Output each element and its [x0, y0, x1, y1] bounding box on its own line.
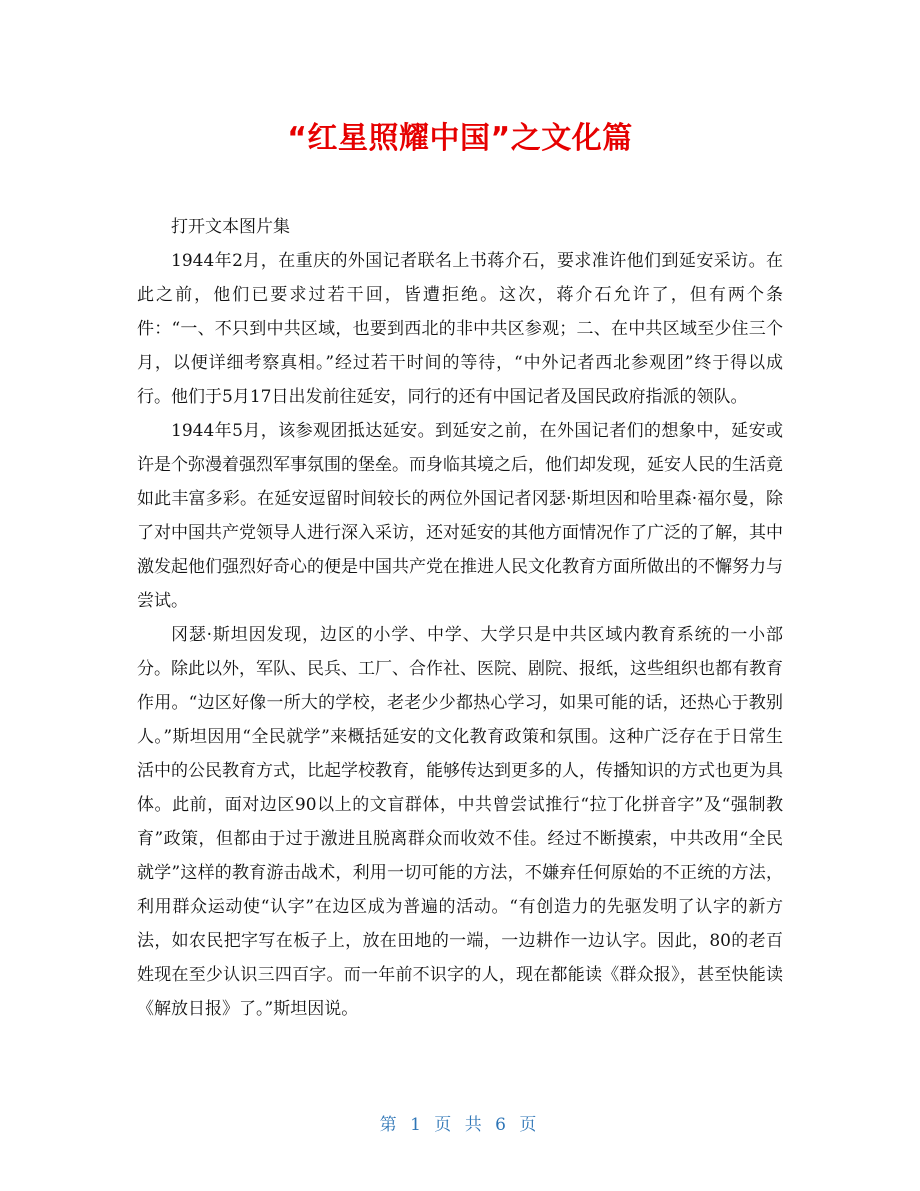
- page-number-footer: 第 1 页 共 6 页: [379, 1115, 541, 1135]
- document-title: “红星照耀中国”之文化篇: [287, 121, 633, 156]
- document-body: [137, 210, 783, 1026]
- paragraph: 1944年2月，在重庆的外国记者联名上书蒋介石，要求准许他们到延安采访。在此之前，他们已要求过若干回，皆遭拒绝。这次，蒋介石允许了，但有两个条件：“一、不只到中共区域，也要到西北的非中共区参观；二、在中共区域至少住三个月，以便详细考察真相。”经过若干时间的等待，“中外记者西北参观团”终于得以成行。他们于5月17日出发前往延安，同行的还有中国记者及国民政府指派的领队。: [137, 251, 783, 407]
- paragraph: 1944年5月，该参观团抵达延安。到延安之前，在外国记者们的想象中，延安或许是个弥漫着强烈军事氛围的堡垒。而身临其境之后，他们却发现，延安人民的生活竟如此丰富多彩。在延安逗留时间较长的两位外国记者冈瑟·斯坦因和哈里森·福尔曼，除了对中国共产党领导人进行深入采访，还对延安的其他方面情况作了广泛的了解，其中激发起他们强烈好奇心的便是中国共产党在推进人民文化教育方面所做出的不懈努力与尝试。: [137, 421, 783, 611]
- paragraph-image-set-link: 打开文本图片集: [171, 217, 290, 237]
- paragraph: 冈瑟·斯坦因发现，边区的小学、中学、大学只是中共区域内教育系统的一小部分。除此以外，军队、民兵、工厂、合作社、医院、剧院、报纸，这些组织也都有教育作用。“边区好像一所大的学校，老老少少都热心学习，如果可能的话，还热心于教别人。”斯坦因用“全民就学”来概括延安的文化教育政策和氛围。这种广泛存在于日常生活中的公民教育方式，比起学校教育，能够传达到更多的人，传播知识的方式也更为具体。此前，面对边区90以上的文盲群体，中共曾尝试推行“拉丁化拼音字”及“强制教育”政策，但都由于过于激进且脱离群众而收效不佳。经过不断摸索，中共改用“全民就学”这样的教育游击战术，利用一切可能的方法，不嫌弃任何原始的不正统的方法，利用群众运动使“认字”在边区成为普遍的活动。“有创造力的先驱发明了认字的新方法，如农民把字写在板子上，放在田地的一端，一边耕作一边认字。因此，80的老百姓现在至少认识三四百字。而一年前不识字的人，现在都能读《群众报》，甚至快能读《解放日报》了。”斯坦因说。: [137, 625, 783, 1019]
